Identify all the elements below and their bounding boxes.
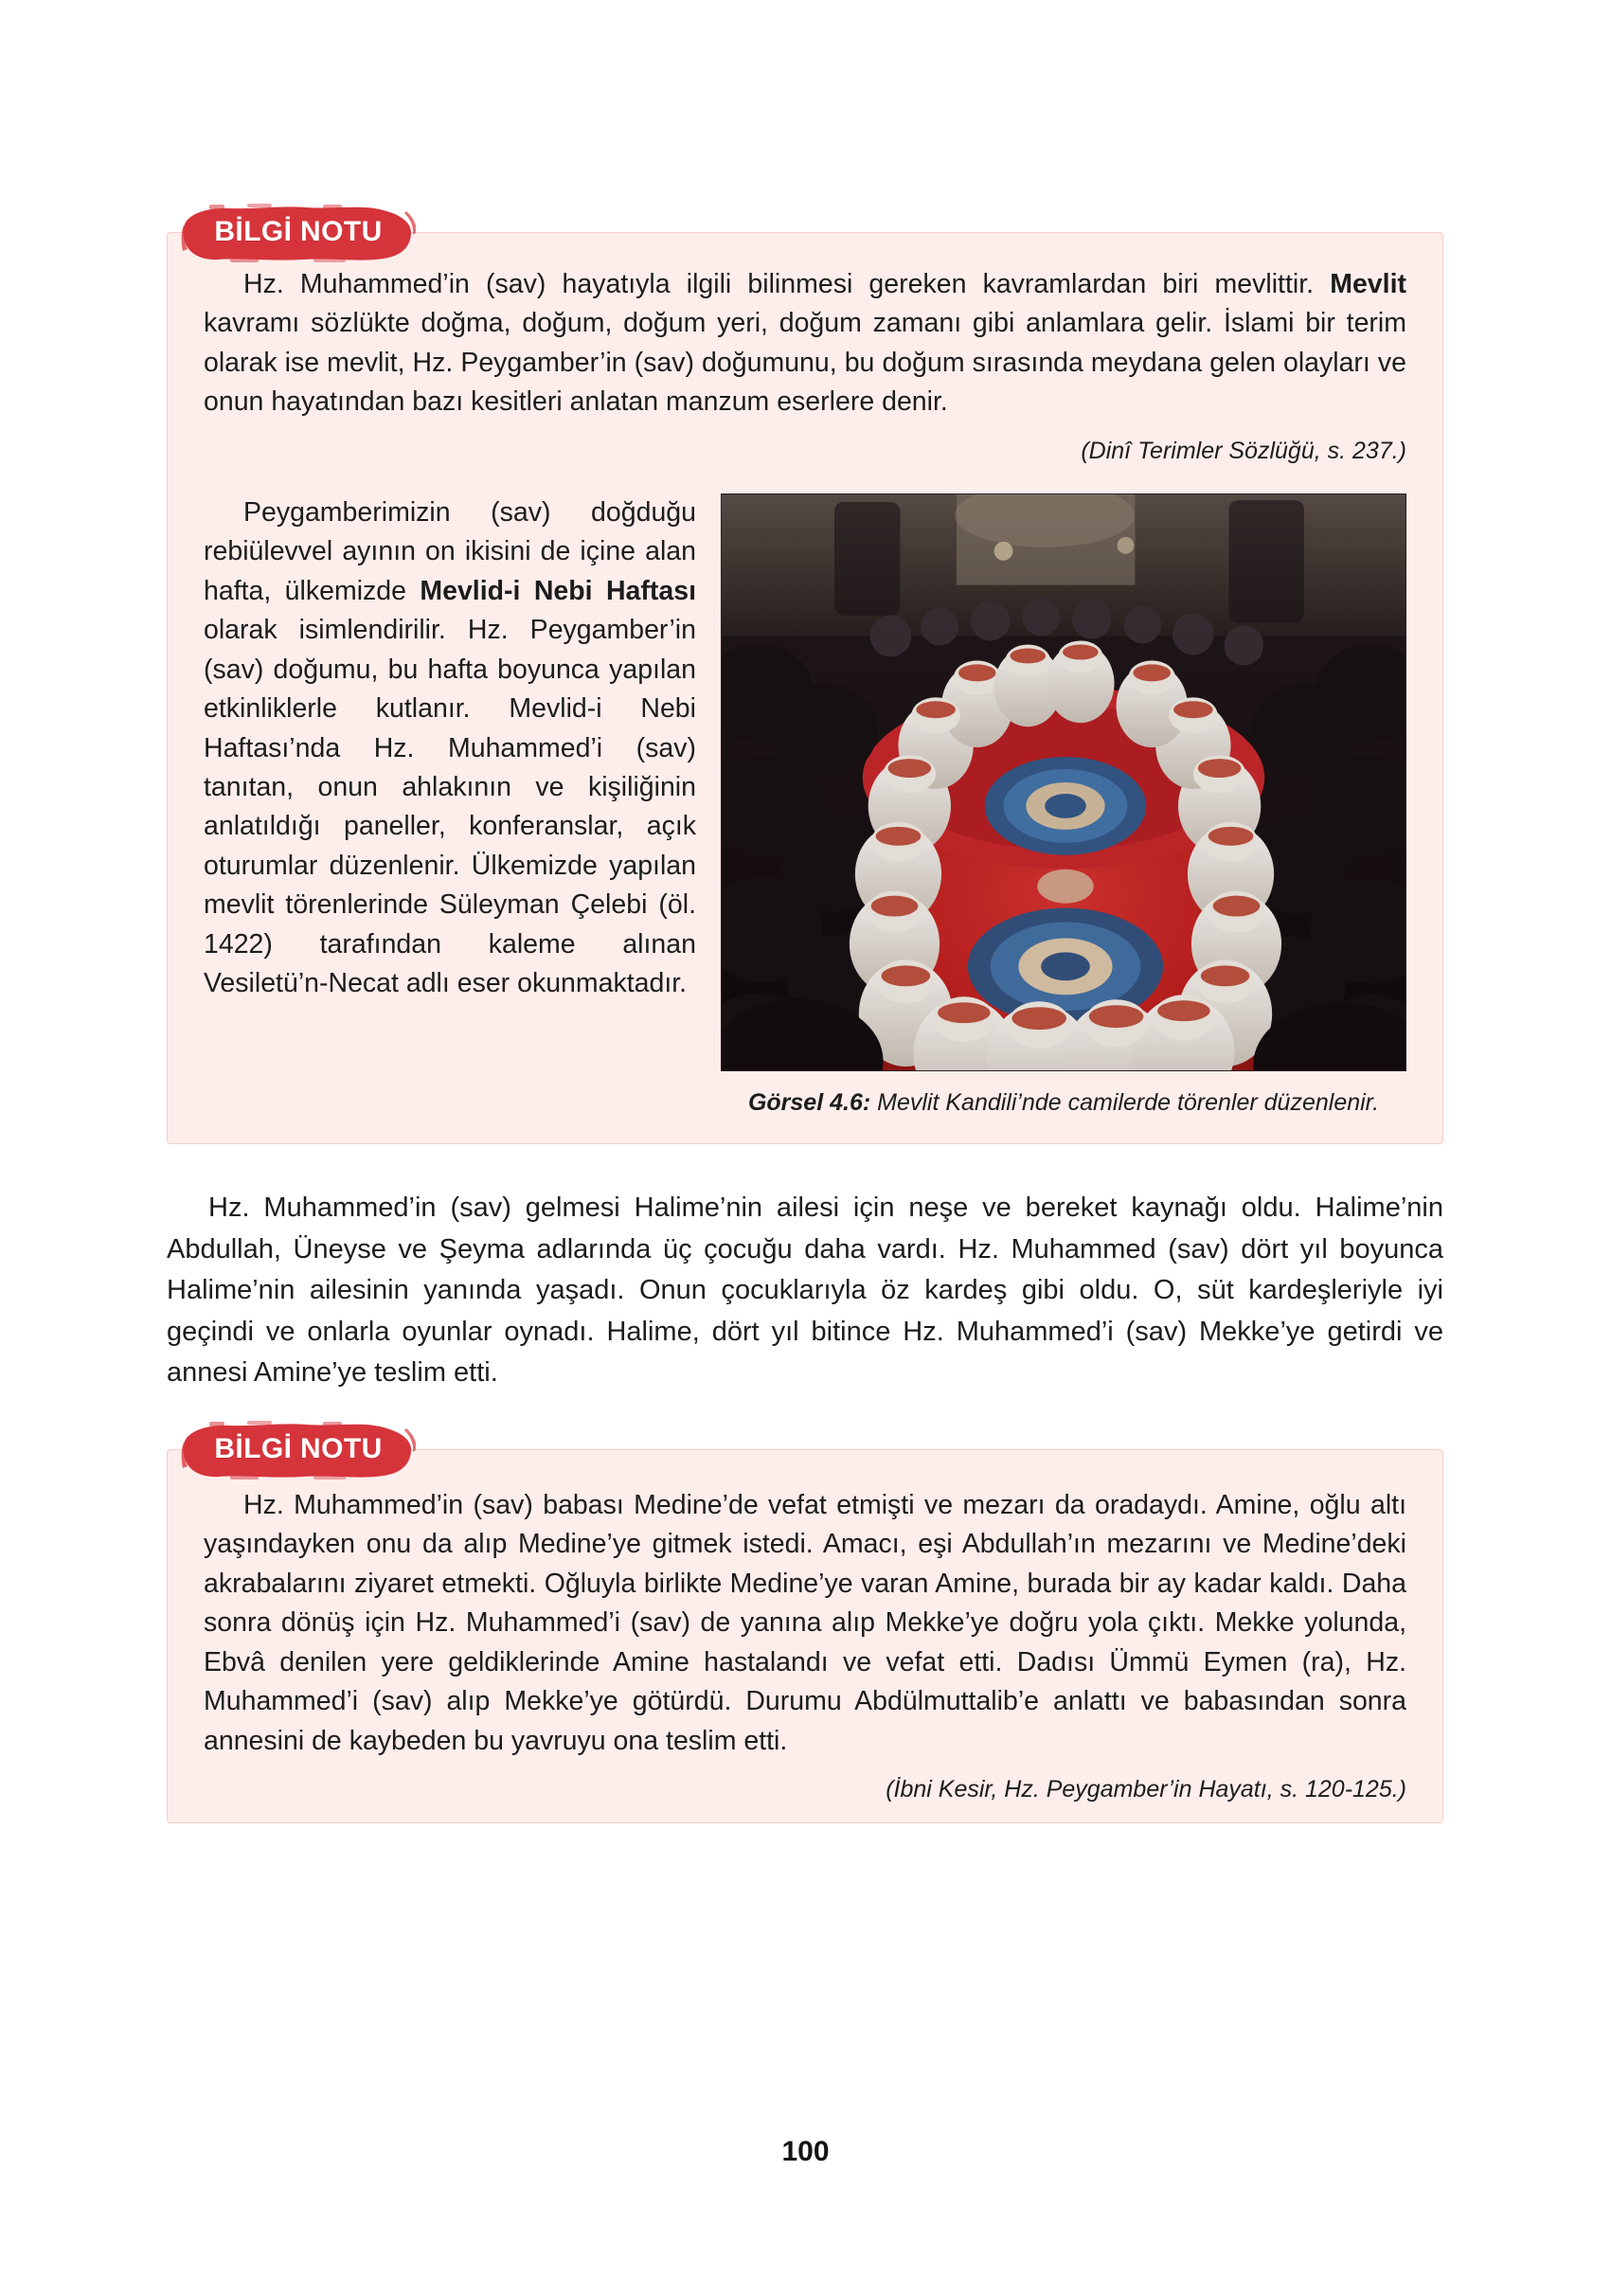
image-caption (721, 1086, 1406, 1120)
info-box-mevlit (167, 216, 1443, 1144)
info-box-1-paragraph-text: Hz. Muhammed’in (sav) hayatıyla ilgili bilinmesi gereken kavramlardan biri mevlittir. Mevlit kavramı sözlükte doğma, doğum, doğum yeri, doğum zamanı gibi anlamlara gelir. İslami bir terim olarak ise mevlit, Hz. Peygamber’in (sav) doğumunu, bu doğum sırasında meydana gelen olayları ve onun hayatından bazı kesitleri anlatan manzum eserlere denir. (204, 269, 1406, 418)
info-box-1-citation: (Dinî Terimler Sözlüğü, s. 237.) (1081, 437, 1406, 464)
mosque-ceremony-image (722, 494, 1405, 1070)
bilgi-notu-badge-2 (181, 1421, 416, 1480)
info-box-amine (167, 1432, 1443, 1823)
page-content (167, 216, 1443, 1823)
page-number: 100 (781, 2136, 830, 2167)
info-box-1-column-text: Peygamberimizin (sav) doğduğu rebiülevvel ayının on ikisini de içine alan hafta, ülkemizde Mevlid-i Nebi Haftası olarak isimlendirilir. Hz. Peygamber’in (sav) doğumu, bu hafta boyunca yapılan etkinliklerle kutlanır. Mevlid-i Nebi Haftası’nda Hz. Muhammed’i (sav) tanıtan, onun ahlakının ve kişiliğinin anlatıldığı paneller, konferanslar, açık oturumlar düzenlenir. Ülkemizde yapılan mevlit törenlerinde Süleyman Çelebi (öl. 1422) tarafından kaleme alınan Vesiletü’n-Necat adlı eser okunmaktadır. (204, 496, 696, 999)
bilgi-notu-badge-2-label: BİLGİ NOTU (214, 1432, 383, 1464)
info-box-2-citation: (İbni Kesir, Hz. Peygamber’in Hayatı, s. 120-125.) (886, 1775, 1406, 1803)
bilgi-notu-badge-label: BİLGİ NOTU (214, 216, 383, 247)
image-caption-lead: Görsel 4.6: (747, 1088, 871, 1116)
emphasized-term: Mevlid-i Nebi Haftası (420, 575, 696, 606)
info-box-1-paragraph (204, 265, 1406, 422)
info-box-1-image-column (721, 493, 1406, 1120)
info-box-1-two-column-area (204, 493, 1406, 1120)
emphasized-term: Mevlit (1330, 269, 1406, 299)
mevlit-ceremony-photo (721, 493, 1406, 1071)
info-box-1-text-column (204, 493, 696, 1004)
bilgi-notu-badge (181, 204, 416, 262)
middle-paragraph: Hz. Muhammed’in (sav) gelmesi Halime’nin ailesi için neşe ve bereket kaynağı oldu. Halime’nin Abdullah, Üneyse ve Şeyma adlarında üç çocuğu daha vardı. Hz. Muhammed (sav) dört yıl boyunca Halime’nin ailesinin yanında yaşadı. Onun çocuklarıyla öz kardeş gibi oldu. O, süt kardeşleriyle iyi geçindi ve onlarla oyunlar oynadı. Halime, dört yıl bitince Hz. Muhammed’i (sav) Mekke’ye getirdi ve annesi Amine’ye teslim etti. (167, 1193, 1443, 1389)
info-box-2-paragraph: Hz. Muhammed’in (sav) babası Medine’de vefat etmişti ve mezarı da oradaydı. Amine, oğlu altı yaşındayken onu da alıp Medine’ye gitmek istedi. Amacı, eşi Abdullah’ın mezarını ve Medine’deki akrabalarını ziyaret etmekti. Oğluyla birlikte Medine’ye varan Amine, burada bir ay kadar kaldı. Daha sonra dönüş için Hz. Muhammed’i (sav) de yanına alıp Mekke’ye doğru yola çıktı. Mekke yolunda, Ebvâ denilen yere geldiklerinde Amine hastalandı ve vefat etti. Dadısı Ümmü Eymen (ra), Hz. Muhammed’i (sav) alıp Mekke’ye götürdü. Durumu Abdülmuttalib’e anlattı ve babasından sonra annesini de kaybeden bu yavruyu ona teslim etti. (204, 1489, 1406, 1756)
info-box-2-wrapper (167, 1432, 1443, 1823)
image-caption-rest: Mevlit Kandili’nde camilerde törenler düzenlenir. (870, 1088, 1380, 1116)
